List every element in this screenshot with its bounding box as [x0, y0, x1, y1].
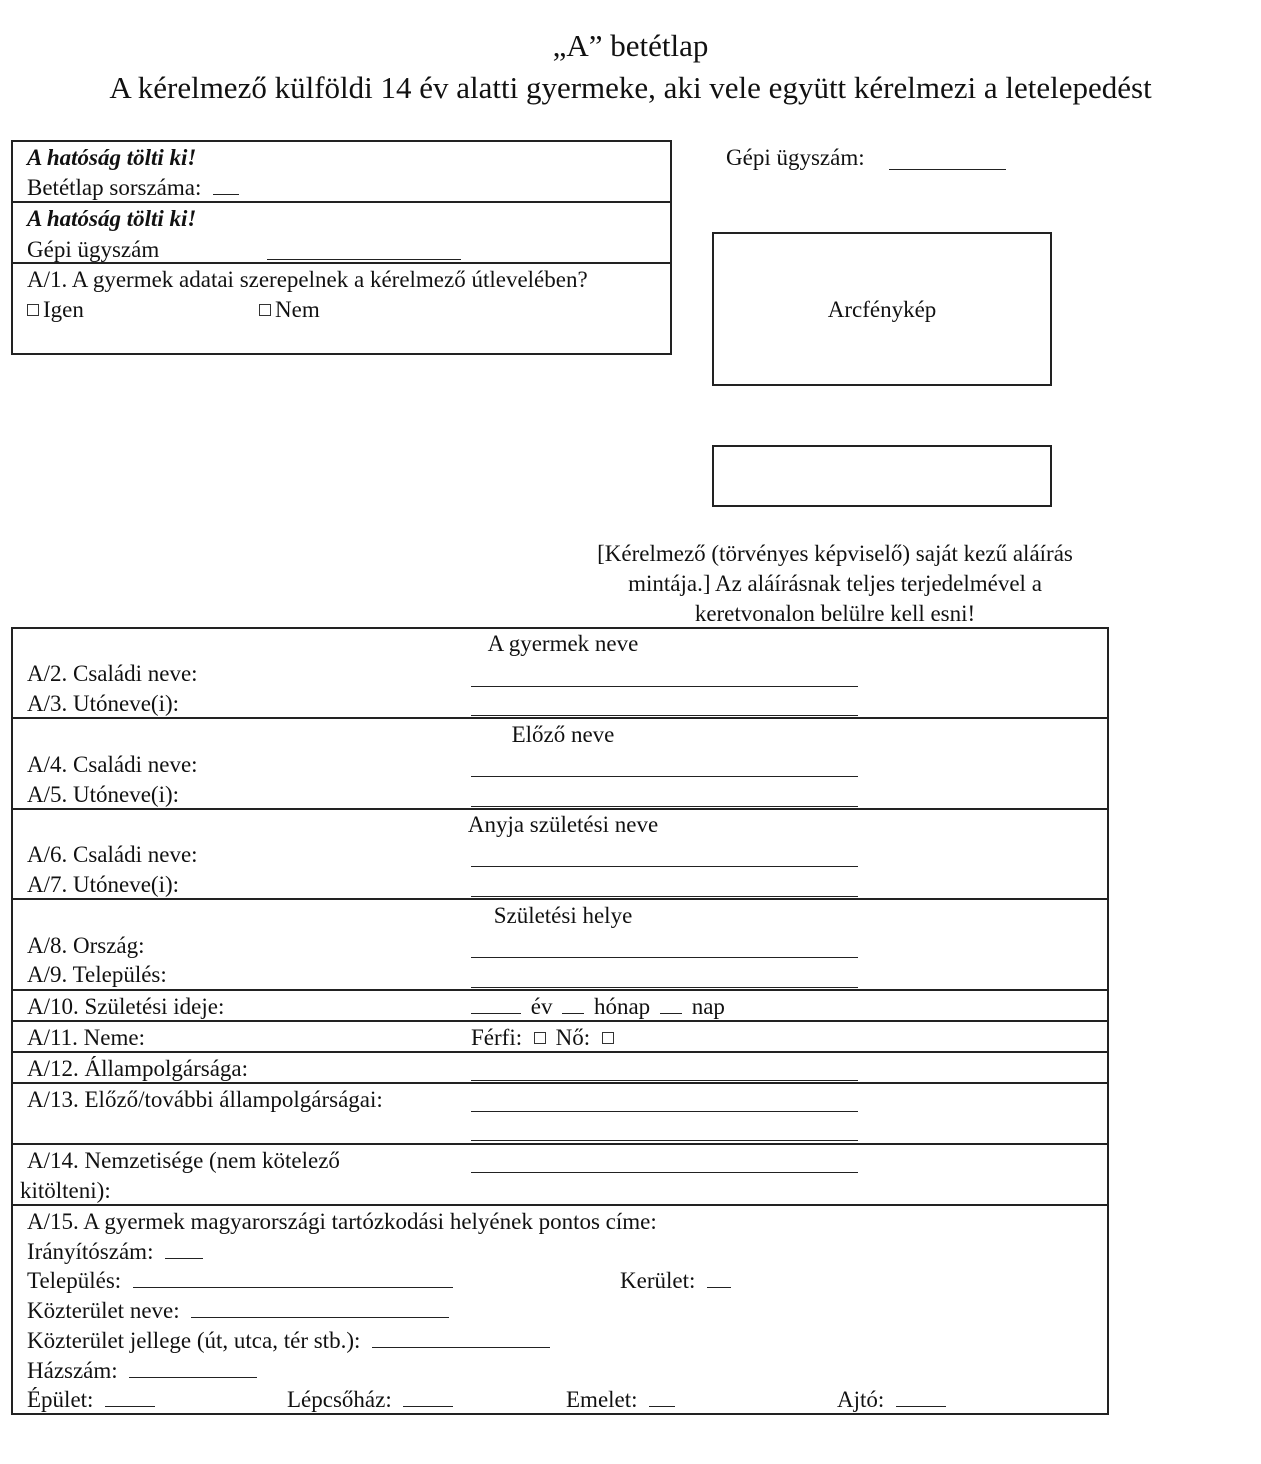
serial-label [27, 176, 239, 199]
a8-label: A/8. Ország: [27, 933, 145, 958]
a12-label: A/12. Állampolgársága: [27, 1056, 249, 1081]
building-row [27, 1388, 155, 1411]
a13-label: A/13. Előző/további állampolgárságai: [27, 1087, 383, 1112]
a13-input-1[interactable] [471, 1111, 858, 1112]
case-label: Gépi ügyszám [27, 237, 160, 262]
serial-label-text: Betétlap sorszáma: [27, 175, 202, 200]
house-label: Házszám: [27, 1358, 118, 1383]
floor-label: Emelet: [566, 1387, 638, 1412]
section-heading: Előző neve [511, 722, 615, 747]
section-heading: A gyermek neve [487, 631, 639, 656]
a15-heading: A/15. A gyermek magyarországi tartózkodási helyének pontos címe: [27, 1209, 657, 1234]
staircase-label: Lépcsőház: [287, 1387, 392, 1412]
no-checkbox[interactable] [259, 304, 271, 316]
staircase-input[interactable] [403, 1405, 453, 1407]
sex-options [471, 1026, 618, 1049]
serial-number-field[interactable] [213, 193, 239, 195]
city-label: Település: [27, 1268, 122, 1293]
street-type-input[interactable] [372, 1346, 550, 1348]
door-row [837, 1388, 946, 1411]
signature-note: keretvonalon belülre kell esni! [694, 601, 976, 626]
page-subtitle: A kérelmező külföldi 14 év alatti gyermeke, aki vele együtt kérelmezi a letelepedést [109, 70, 1152, 105]
signature-note: mintája.] Az aláírásnak teljes terjedelmével a [628, 571, 1042, 596]
zip-row [27, 1240, 203, 1263]
a3-input[interactable] [471, 715, 858, 716]
year-input[interactable] [471, 1012, 521, 1014]
a6-input[interactable] [471, 866, 858, 867]
a9-input[interactable] [471, 987, 858, 988]
section-heading: Anyja születési neve [467, 812, 659, 837]
yes-label: Igen [43, 297, 84, 322]
male-checkbox[interactable] [534, 1032, 546, 1044]
divider [11, 808, 1109, 810]
a13-input-2[interactable] [471, 1140, 858, 1141]
month-label: hónap [593, 994, 651, 1019]
a14-label: A/14. Nemzetisége (nem kötelező [27, 1148, 340, 1173]
city-input[interactable] [133, 1286, 453, 1288]
divider [11, 1204, 1109, 1206]
signature-note: [Kérelmező (törvényes képviselő) saját kezű aláírás [597, 541, 1073, 566]
house-row [27, 1359, 257, 1382]
no-label: Nem [275, 297, 320, 322]
door-input[interactable] [896, 1405, 946, 1407]
divider [11, 717, 1109, 719]
street-label: Közterület neve: [27, 1298, 180, 1323]
district-input[interactable] [707, 1286, 731, 1288]
staircase-row [287, 1388, 453, 1411]
street-input[interactable] [191, 1316, 449, 1318]
a2-label: A/2. Családi neve: [27, 661, 198, 686]
authority-fill-note: A hatóság tölti ki! [27, 145, 197, 170]
day-input[interactable] [660, 1012, 682, 1014]
no-option[interactable] [259, 298, 320, 321]
a2-input[interactable] [471, 686, 858, 687]
zip-label: Irányítószám: [27, 1239, 154, 1264]
house-input[interactable] [129, 1376, 257, 1378]
a4-label: A/4. Családi neve: [27, 752, 198, 777]
a12-input[interactable] [471, 1080, 858, 1081]
a1-question: A/1. A gyermek adatai szerepelnek a kérelmező útlevelében? [27, 267, 588, 292]
district-label: Kerület: [620, 1268, 696, 1293]
page-title: „A” betétlap [552, 28, 709, 63]
building-label: Épület: [27, 1387, 94, 1412]
divider [11, 1082, 1109, 1084]
a6-label: A/6. Családi neve: [27, 842, 198, 867]
door-label: Ajtó: [837, 1387, 885, 1412]
a14-label-cont: kitölteni): [20, 1178, 111, 1203]
divider [11, 1051, 1109, 1053]
day-label: nap [691, 994, 725, 1019]
a11-label: A/11. Neme: [27, 1025, 145, 1050]
a5-input[interactable] [471, 806, 858, 807]
case-number-label: Gépi ügyszám: [726, 145, 865, 170]
a14-input[interactable] [471, 1172, 858, 1173]
authority-fill-note: A hatóság tölti ki! [27, 206, 197, 231]
a4-input[interactable] [471, 776, 858, 777]
month-input[interactable] [562, 1012, 584, 1014]
a3-label: A/3. Utóneve(i): [27, 691, 180, 716]
a5-label: A/5. Utóneve(i): [27, 782, 180, 807]
case-number-field[interactable] [267, 259, 461, 260]
signature-box[interactable] [712, 445, 1052, 507]
street-type-row [27, 1329, 550, 1352]
birthdate-fields [471, 995, 725, 1018]
district-row [620, 1269, 731, 1292]
divider [11, 1020, 1109, 1022]
divider [11, 989, 1109, 991]
street-row [27, 1299, 449, 1322]
section-heading: Születési helye [493, 903, 633, 928]
case-number-input[interactable] [889, 169, 1006, 170]
floor-row [566, 1388, 675, 1411]
divider [11, 898, 1109, 900]
street-type-label: Közterület jellege (út, utca, tér stb.): [27, 1328, 361, 1353]
a9-label: A/9. Település: [27, 962, 167, 987]
a8-input[interactable] [471, 957, 858, 958]
a7-label: A/7. Utóneve(i): [27, 872, 180, 897]
divider [11, 262, 672, 264]
female-label: Nő: [555, 1025, 591, 1050]
yes-checkbox[interactable] [27, 304, 39, 316]
divider [11, 1143, 1109, 1145]
city-row [27, 1269, 453, 1292]
yes-option[interactable] [27, 298, 84, 321]
divider [11, 201, 672, 203]
a7-input[interactable] [471, 896, 858, 897]
male-label: Férfi: [471, 1025, 523, 1050]
female-checkbox[interactable] [602, 1032, 614, 1044]
zip-input[interactable] [165, 1257, 203, 1259]
a10-label: A/10. Születési ideje: [27, 994, 225, 1019]
photo-label: Arcfénykép [827, 297, 937, 322]
year-label: év [530, 994, 553, 1019]
floor-input[interactable] [649, 1405, 675, 1407]
building-input[interactable] [105, 1405, 155, 1407]
